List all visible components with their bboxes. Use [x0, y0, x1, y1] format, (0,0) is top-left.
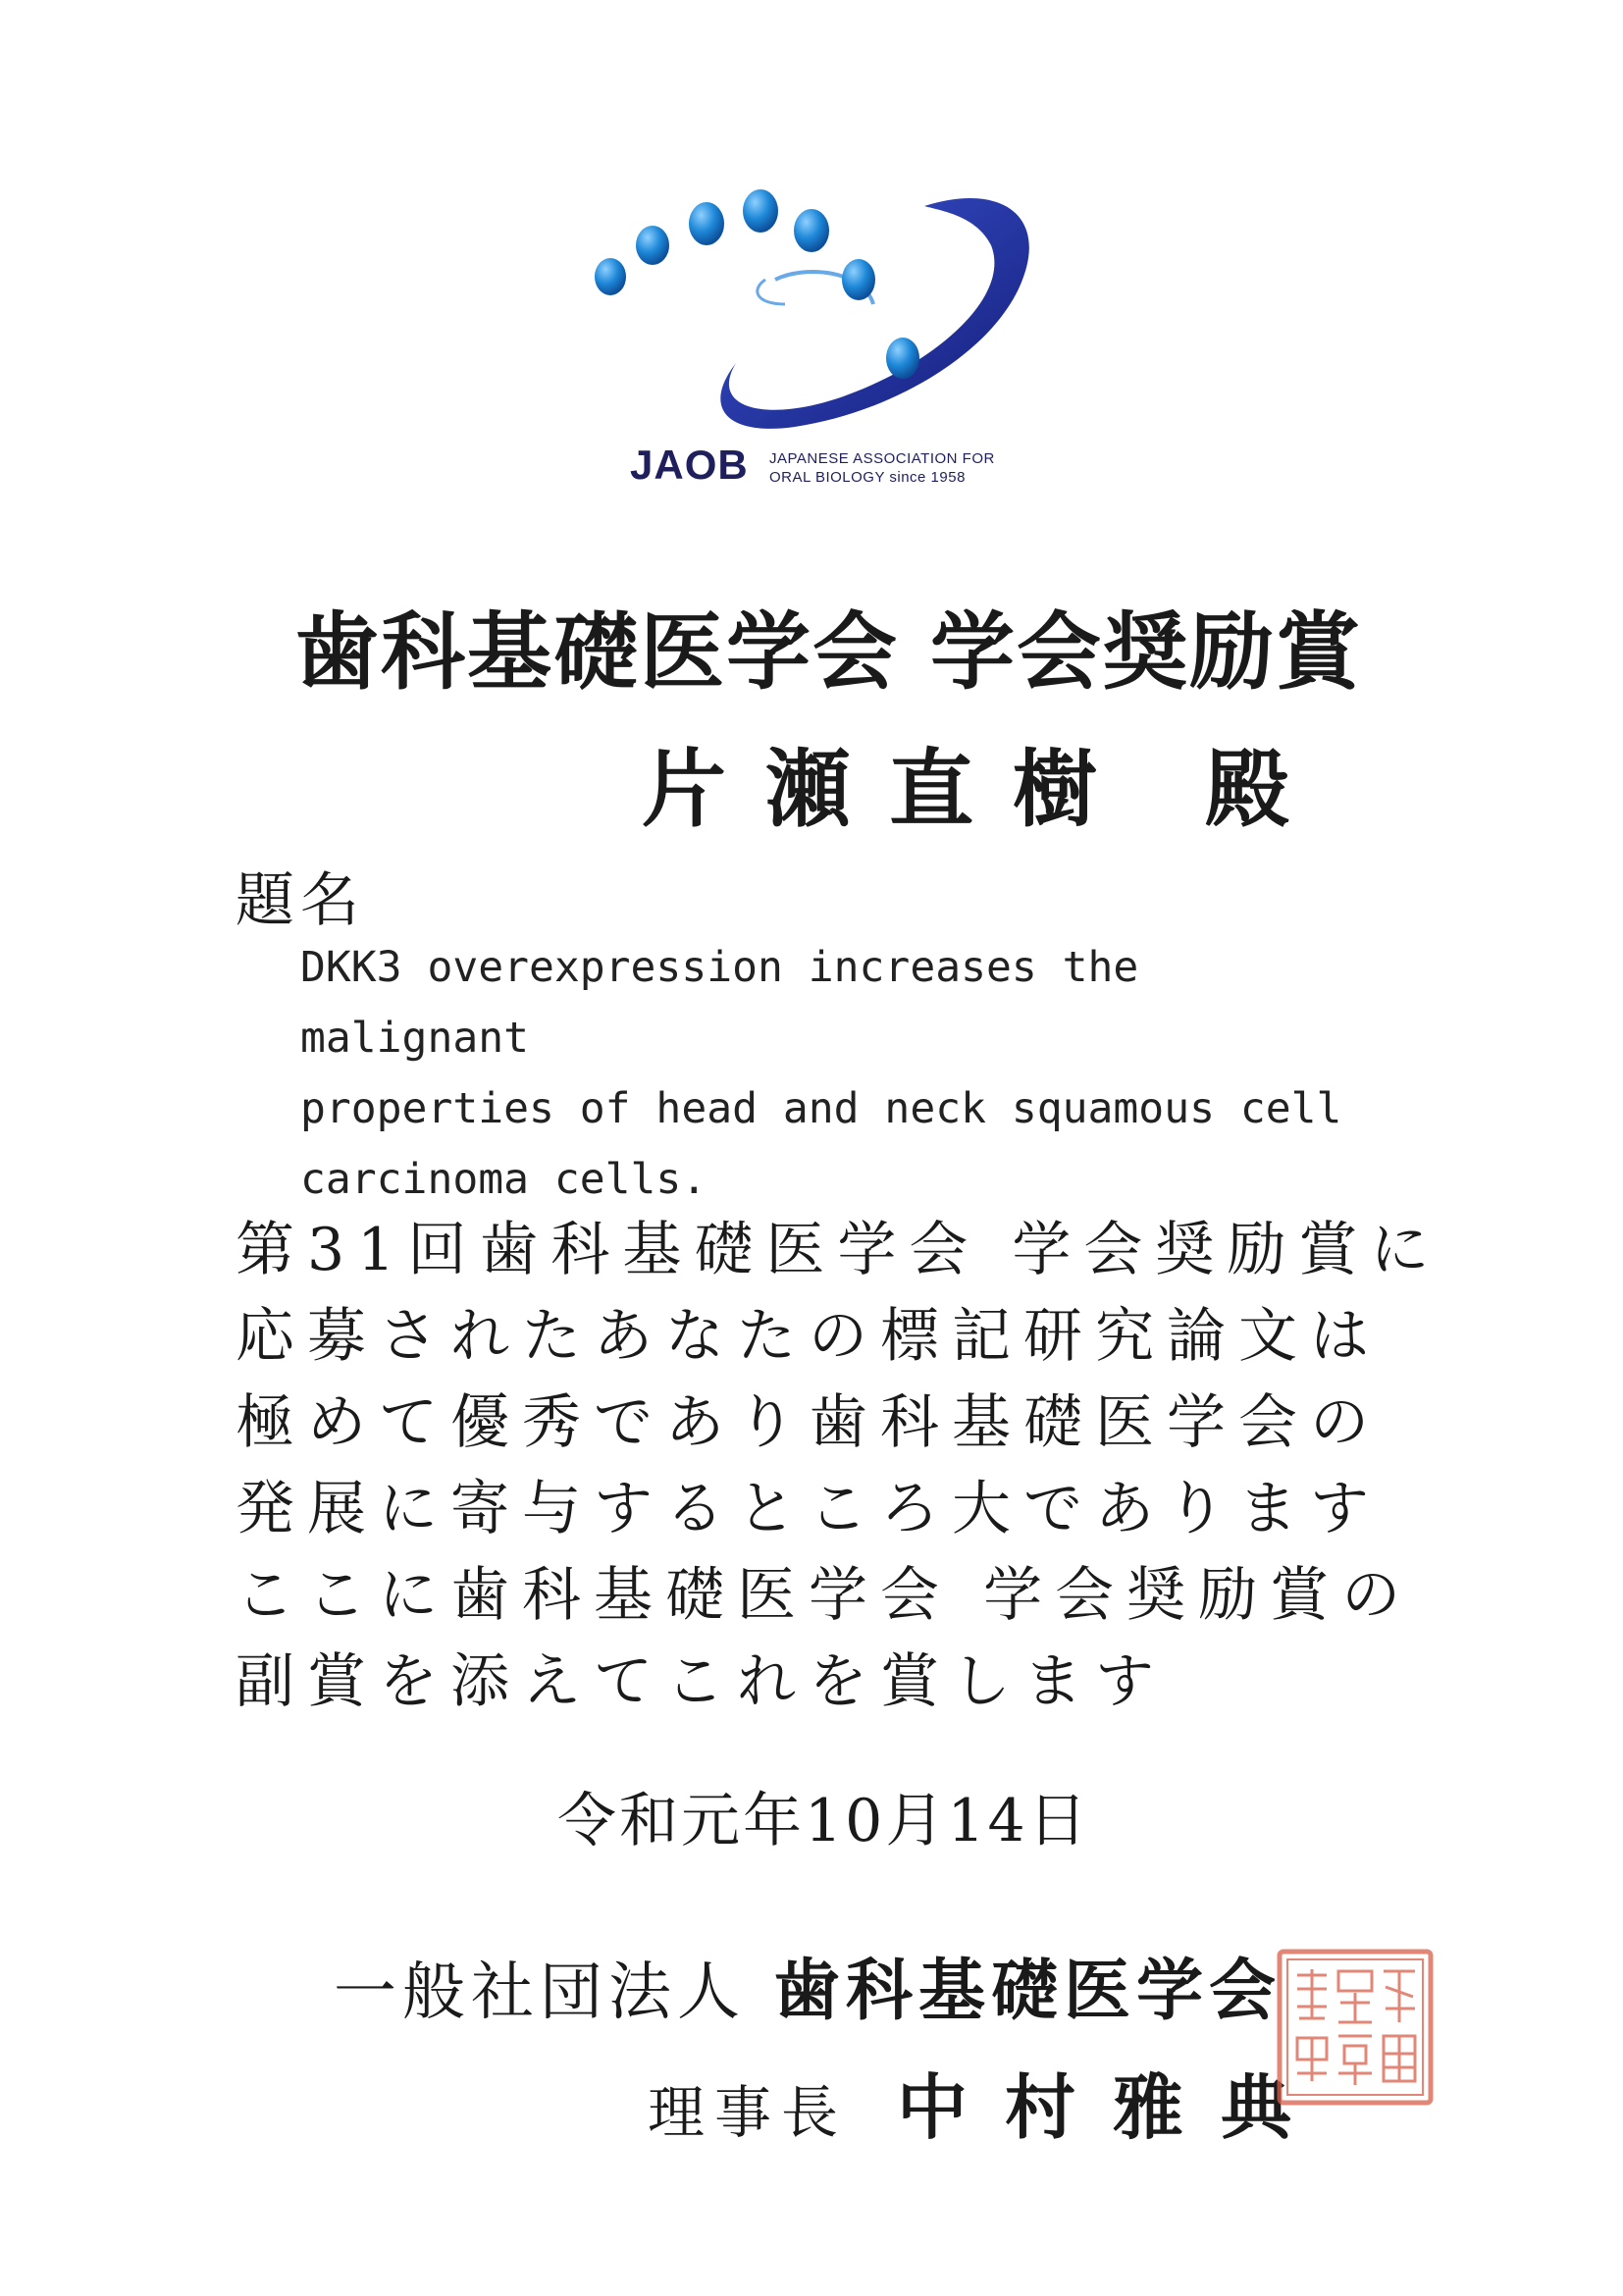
organization-type: 一般社団法人 — [334, 1957, 746, 2029]
statement-line: 極めて優秀であり歯科基礎医学会の — [236, 1388, 1382, 1457]
paper-title-line: DKK3 overexpression increases the malignant — [300, 943, 1139, 1063]
certificate-title: 歯科基礎医学会 学会奨励賞 — [294, 602, 1362, 702]
official-seal-icon — [1276, 1948, 1435, 2107]
statement-line: ここに歯科基礎医学会 学会奨励賞の — [236, 1561, 1414, 1630]
statement-line: 応募されたあなたの標記研究論文は — [236, 1302, 1382, 1371]
award-statement — [236, 1207, 1442, 1725]
logo-subtitle-line1: JAPANESE ASSOCIATION FOR — [769, 450, 995, 467]
subject-label: 題名 — [236, 866, 365, 935]
paper-title-line: carcinoma cells. — [300, 1155, 707, 1204]
organization-name: 歯科基礎医学会 — [773, 1952, 1283, 2030]
paper-title — [300, 932, 1380, 1215]
logo-subtitle — [769, 449, 995, 487]
signatory — [648, 2051, 1329, 2153]
award-date: 令和元年10月14日 — [557, 1787, 1090, 1855]
signatory-role: 理事長 — [648, 2079, 849, 2146]
paper-title-line: properties of head and neck squamous cell — [300, 1084, 1342, 1133]
recipient-name: 片瀬直樹 殿 — [642, 740, 1329, 839]
logo-abbreviation: JAOB — [630, 442, 749, 488]
statement-line: 第31回歯科基礎医学会 学会奨励賞に — [236, 1216, 1442, 1284]
organization — [334, 1938, 1282, 2033]
statement-line: 発展に寄与するところ大であります — [236, 1475, 1382, 1543]
logo-subtitle-line2: ORAL BIOLOGY since 1958 — [769, 469, 966, 486]
statement-line: 副賞を添えてこれを賞します — [236, 1647, 1167, 1716]
signatory-name: 中村雅典 — [897, 2065, 1330, 2149]
